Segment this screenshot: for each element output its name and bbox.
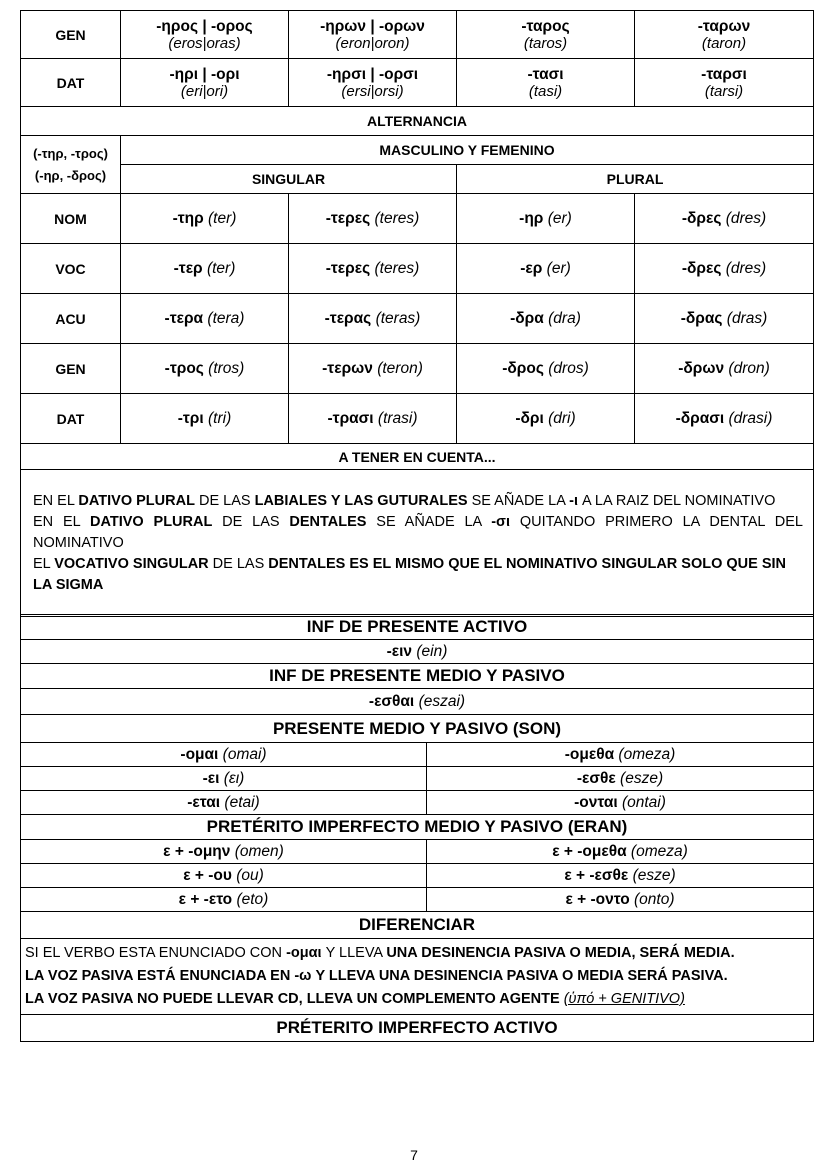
ending-cell: ε + -ου (ou) (21, 864, 427, 888)
singular-header: SINGULAR (121, 165, 457, 194)
ending-cell: ε + -ετο (eto) (21, 888, 427, 912)
section-title: PRESENTE MEDIO Y PASIVO (SON) (21, 715, 814, 743)
ending-cell: -δρες (dres) (635, 194, 814, 244)
ending-cell: ε + -εσθε (esze) (427, 864, 814, 888)
table-row (21, 244, 814, 294)
table-row (21, 791, 814, 815)
table-row (21, 615, 814, 640)
ending-cell: ε + -ομην (omen) (21, 840, 427, 864)
ending-cell: -δρος (dros) (457, 344, 635, 394)
note-line: EN EL DATIVO PLURAL DE LAS LABIALES Y LAS GUTURALES SE AÑADE LA -ι A LA RAIZ DEL NOMINATIVO (33, 492, 776, 509)
table-row (21, 194, 814, 244)
table-row (21, 444, 814, 470)
table-row (21, 344, 814, 394)
ending-cell: -δρων (dron) (635, 344, 814, 394)
ending-cell: -τασι (tasi) (457, 59, 635, 107)
tener-en-cuenta-title: A TENER EN CUENTA... (21, 444, 814, 470)
section-title: INF DE PRESENTE MEDIO Y PASIVO (21, 664, 814, 689)
note-line: SI EL VERBO ESTA ENUNCIADO CON -ομαι Y LLEVA UNA DESINENCIA PASIVA O MEDIA, SERÁ MEDIA. (25, 945, 735, 961)
table-row (21, 59, 814, 107)
notes-cell (21, 470, 814, 617)
ending-cell: -τερας (teras) (289, 294, 457, 344)
ending-cell: -ει (ει) (21, 767, 427, 791)
note-line: EN EL DATIVO PLURAL DE LAS DENTALES SE AÑADE LA -σι QUITANDO PRIMERO LA DENTAL DEL NOMINATIVO (33, 513, 803, 551)
ending-cell: -δρι (dri) (457, 394, 635, 444)
ending-cell: -εσθε (esze) (427, 767, 814, 791)
table-row (21, 136, 814, 165)
ending-cell: -ομεθα (omeza) (427, 743, 814, 767)
table-row (21, 715, 814, 743)
ending-cell: ε + -ομεθα (omeza) (427, 840, 814, 864)
ending-cell: -ειν (ein) (21, 640, 814, 664)
case-label: GEN (21, 11, 121, 59)
preterito-medio-rows (21, 840, 814, 912)
case-label: VOC (21, 244, 121, 294)
ending-cell: -τρασι (trasi) (289, 394, 457, 444)
table-row (21, 1015, 814, 1042)
section-title: PRETÉRITO IMPERFECTO MEDIO Y PASIVO (ERAN) (21, 815, 814, 840)
note-line: LA VOZ PASIVA ESTÁ ENUNCIADA EN -ω Y LLEVA UNA DESINENCIA PASIVA O MEDIA SERÁ PASIVA. (25, 968, 728, 984)
section-title: PRÉTERITO IMPERFECTO ACTIVO (21, 1015, 814, 1042)
table-row (21, 470, 814, 617)
table-row (21, 912, 814, 939)
ending-cell: -ταρσι (tarsi) (635, 59, 814, 107)
case-label: DAT (21, 59, 121, 107)
ending-cell: -εται (etai) (21, 791, 427, 815)
ending-cell: -ομαι (omai) (21, 743, 427, 767)
table-row (21, 767, 814, 791)
ending-cell: -δρασι (drasi) (635, 394, 814, 444)
case-label: GEN (21, 344, 121, 394)
ending-cell: -ηρων | -ορων (eron|oron) (289, 11, 457, 59)
table-row (21, 939, 814, 1015)
table-row (21, 640, 814, 664)
gender-header: MASCULINO Y FEMENINO (121, 136, 814, 165)
ending-cell: -τρι (tri) (121, 394, 289, 444)
case-label: DAT (21, 394, 121, 444)
note-line: EL VOCATIVO SINGULAR DE LAS DENTALES ES EL MISMO QUE EL NOMINATIVO SINGULAR SOLO QUE SIN LA SIGMA (33, 555, 787, 593)
table-row (21, 664, 814, 689)
section-title: INF DE PRESENTE ACTIVO (21, 615, 814, 640)
ending-cell: -τερ (ter) (121, 244, 289, 294)
table-row (21, 689, 814, 715)
diferenciar-notes (21, 939, 814, 1015)
case-label: ACU (21, 294, 121, 344)
ending-cell: -ηρσι | -ορσι (ersi|orsi) (289, 59, 457, 107)
ending-cell: -τερες (teres) (289, 244, 457, 294)
plural-header: PLURAL (457, 165, 814, 194)
case-label: NOM (21, 194, 121, 244)
ending-cell: -ταρος (taros) (457, 11, 635, 59)
note-line: LA VOZ PASIVA NO PUEDE LLEVAR CD, LLEVA UN COMPLEMENTO AGENTE (ὑπό + GENITIVO) (25, 991, 685, 1007)
table-row (21, 840, 814, 864)
ending-cell: -τηρ (ter) (121, 194, 289, 244)
ending-cell: -τερων (teron) (289, 344, 457, 394)
section-title: DIFERENCIAR (21, 912, 814, 939)
ending-cell: -ηρι | -ορι (eri|ori) (121, 59, 289, 107)
verb-endings-table (20, 614, 814, 1042)
table-row (21, 864, 814, 888)
table-row (21, 107, 814, 136)
ending-cell: -ηρ (er) (457, 194, 635, 244)
table-row (21, 165, 814, 194)
ending-cell: -τερα (tera) (121, 294, 289, 344)
ending-cell: -ονται (ontai) (427, 791, 814, 815)
ending-cell: -τρος (tros) (121, 344, 289, 394)
ending-cell: -ταρων (taron) (635, 11, 814, 59)
table-row (21, 394, 814, 444)
ending-cell: -τερες (teres) (289, 194, 457, 244)
ending-cell: -εσθαι (eszai) (21, 689, 814, 715)
table-row (21, 11, 814, 59)
ending-cell: -ερ (er) (457, 244, 635, 294)
table-row (21, 888, 814, 912)
alternancia-title: ALTERNANCIA (21, 107, 814, 136)
table-row (21, 743, 814, 767)
table-row (21, 815, 814, 840)
page-number: 7 (410, 1147, 418, 1163)
alternancia-side-label: (-τηρ, -τρος) (-ηρ, -δρος) (21, 136, 121, 194)
presente-medio-rows (21, 743, 814, 815)
table-row (21, 294, 814, 344)
ending-cell: -δρας (dras) (635, 294, 814, 344)
ending-cell: -ηρος | -ορος (eros|oras) (121, 11, 289, 59)
declension-continuation-table (20, 10, 814, 617)
alternancia-rows (21, 194, 814, 444)
ending-cell: -δρες (dres) (635, 244, 814, 294)
ending-cell: -δρα (dra) (457, 294, 635, 344)
ending-cell: ε + -οντο (onto) (427, 888, 814, 912)
